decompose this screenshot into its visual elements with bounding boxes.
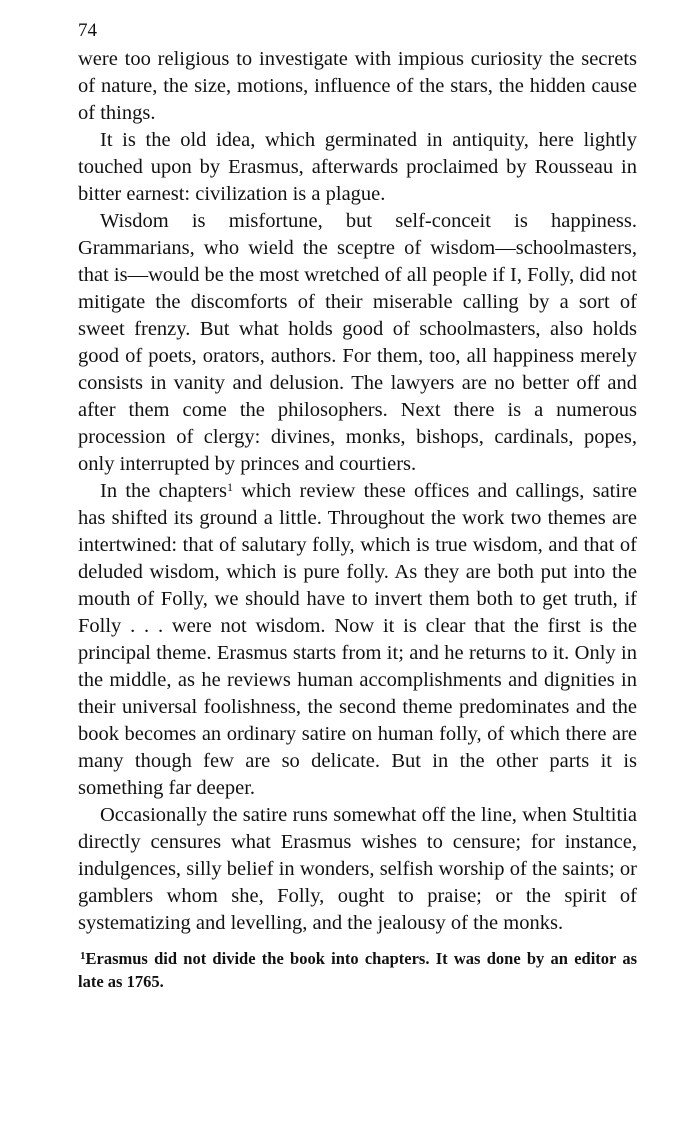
paragraph-old-idea: It is the old idea, which germinated in antiquity, here lightly touched upon by Erasmus, afterwards proclaimed by Rousseau in bitter earnest: civilization is a plague. [78, 129, 637, 205]
page-number: 74 [78, 20, 97, 41]
footnote-reference: 1 [226, 480, 233, 494]
chapters-text-rest: which review these offices and callings, satire has shifted its ground a little. Throughout the work two themes are intertwined: that of salutary folly, which is true wisdom, and that of deluded wisdom, which is pure folly. As they are both put into the mouth of Folly, we should have to invert them both to get truth, if Folly . . . were not wisdom. Now it is clear that the first is the principal theme. Erasmus starts from it; and he returns to it. Only in the middle, as he reviews human accomplishments and dignities in their universal foolishness, the second theme predominates and the book becomes an ordinary satire on human folly, of which there are many though few are so delicate. But in the other parts it is something far deeper. [78, 480, 638, 799]
footnote-mark: 1 [80, 950, 86, 962]
chapters-text-start: In the chapters [100, 480, 227, 502]
paragraph-chapters [78, 478, 637, 802]
book-page [78, 18, 637, 993]
paragraph-occasionally: Occasionally the satire runs somewhat off the line, when Stultitia directly censures what Erasmus wishes to censure; for instance, indulgences, silly belief in wonders, selfish worship of the saints; or gamblers whom she, Folly, ought to praise; or the spirit of systematizing and levelling, and the jealousy of the monks. [78, 804, 637, 934]
footnote [78, 947, 637, 993]
footnote-text: Erasmus did not divide the book into chapters. It was done by an editor as late as 1765. [78, 949, 637, 991]
paragraph-continuation: were too religious to investigate with impious curiosity the secrets of nature, the size, motions, influence of the stars, the hidden cause of things. [78, 48, 637, 124]
paragraph-wisdom-misfortune: Wisdom is misfortune, but self-conceit is happiness. Grammarians, who wield the sceptre of wisdom—schoolmasters, that is—would be the most wretched of all people if I, Folly, did not mitigate the discomforts of their miserable calling by a sort of sweet frenzy. But what holds good of schoolmasters, also holds good of poets, orators, authors. For them, too, all happiness merely consists in vanity and delusion. The lawyers are no better off and after them come the philosophers. Next there is a numerous procession of clergy: divines, monks, bishops, cardinals, popes, only interrupted by princes and courtiers. [78, 210, 637, 475]
